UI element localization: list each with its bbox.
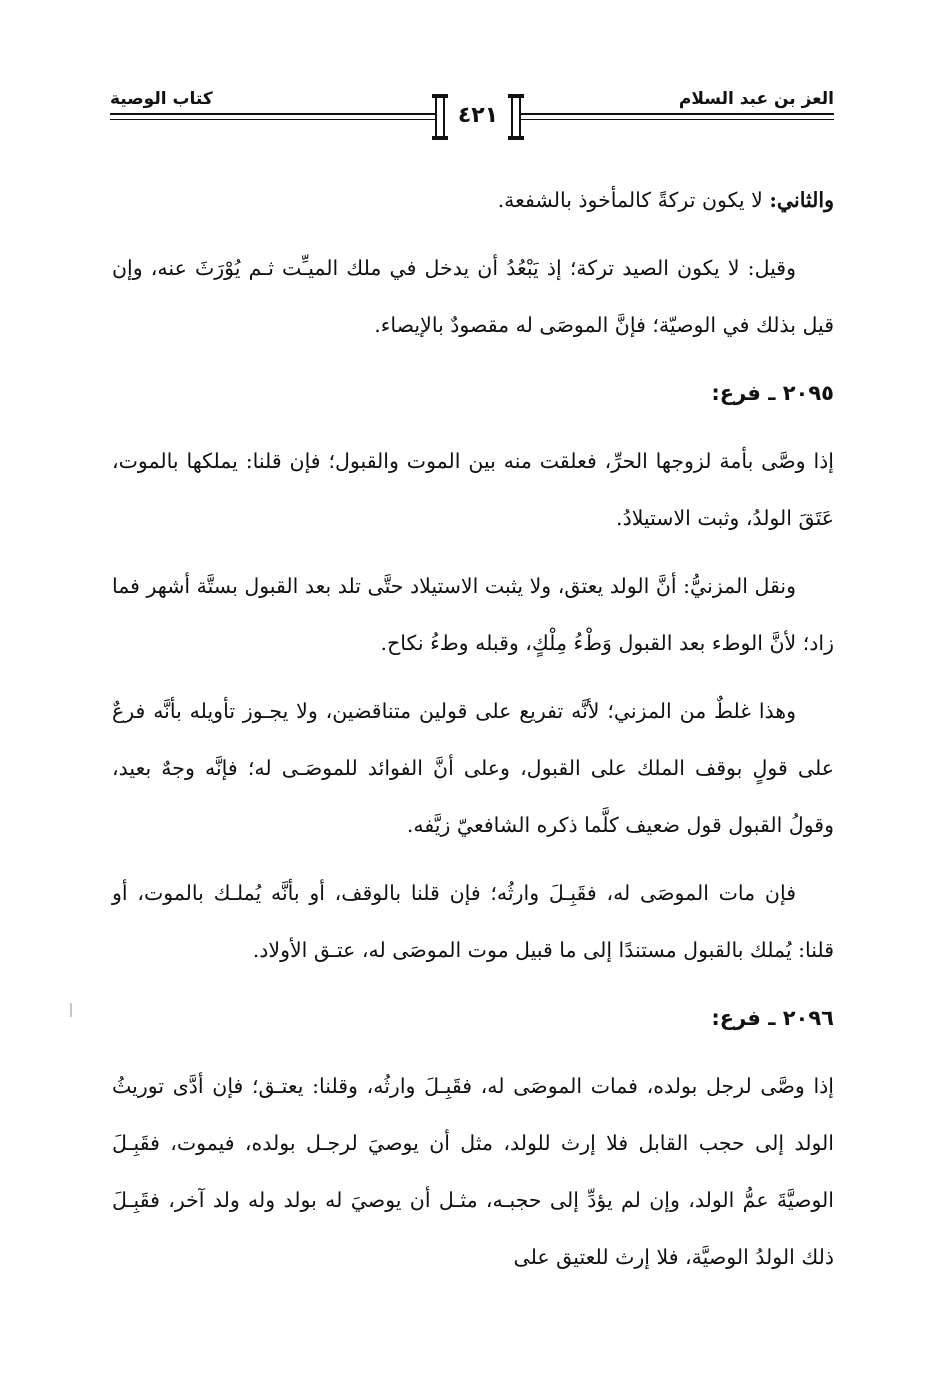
paragraph-lead: والثاني: [769, 188, 834, 212]
paragraph: ونقل المزنيُّ: أنَّ الولد يعتق، ولا يثبت الاستيلاد حتَّى تلد بعد القبول بستَّة أشهر فما زاد؛ لأنَّ الوطء بعد القبول وَطْءُ مِلْكٍ، وقبله وطءُ نكاح. [112, 574, 834, 655]
running-header [110, 88, 834, 158]
paragraph: وهذا غلطٌ من المزني؛ لأنَّه تفريع على قولين متناقضين، ولا يجـوز تأويله بأنَّه فرعٌ على قولٍ بوقف الملك على القبول، وعلى أنَّ الفوائد للموصَـى له؛ فإنَّه وجهٌ بعيد، وقولُ القبول قول ضعيف كلَّما ذكره الشافعيّ زيَّفه. [112, 699, 834, 837]
paragraph: فإن مات الموصَى له، فقَبِـلَ وارثُه؛ فإن قلنا بالوقف، أو بأنَّه يُملـك بالموت، أو قلنا: يُملك بالقبول مستندًا إلى ما قبيل موت الموصَى له، عتـق الأولاد. [112, 881, 834, 962]
margin-mark [70, 1003, 72, 1017]
paragraph: إذا وصَّى بأمة لزوجها الحرِّ، فعلقت منه بين الموت والقبول؛ فإن قلنا: يملكها بالموت، عَتَقَ الولدُ، وثبت الاستيلادُ. [112, 449, 834, 530]
paragraph-text: لا يكون تركةً كالمأخوذ بالشفعة. [497, 188, 770, 212]
paragraph: إذا وصَّى لرجل بولده، فمات الموصَى له، فقَبِـلَ وارثُه، وقلنا: يعتـق؛ فإن أدَّى توريثُ الولد إلى حجب القابل فلا إرث للولد، مثل أن يوصيَ لرجـل بولده، فيموت، فقَبِـلَ الوصيَّةَ عمُّ الولد، وإن لم يؤدِّ إلى حجبـه، مثـل أن يوصيَ له بولد وله ولد آخر، فقَبِـلَ ذلك الولدُ الوصيَّة، فلا إرث للعتيق على [112, 1074, 834, 1269]
section-heading: ٢٠٩٥ ـ فرع: [711, 381, 834, 405]
paragraph: وقيل: لا يكون الصيد تركة؛ إذ يَبْعُدُ أن يدخل في ملك الميـِّت ثـم يُوْرَثَ عنه، وإن قيل بذلك في الوصيّة؛ فإنَّ الموصَى له مقصودٌ بالإيصاء. [112, 256, 834, 337]
page-body [112, 172, 834, 1297]
frame-ornament [511, 94, 521, 140]
page-number: ٤٢١ [457, 103, 499, 128]
frame-ornament [435, 94, 445, 140]
page-number-frame [435, 94, 521, 140]
book-running-head: كتاب الوصية [110, 89, 213, 109]
author-running-head: العز بن عبد السلام [678, 89, 834, 109]
section-heading: ٢٠٩٦ ـ فرع: [711, 1006, 834, 1030]
paragraph [112, 172, 834, 229]
